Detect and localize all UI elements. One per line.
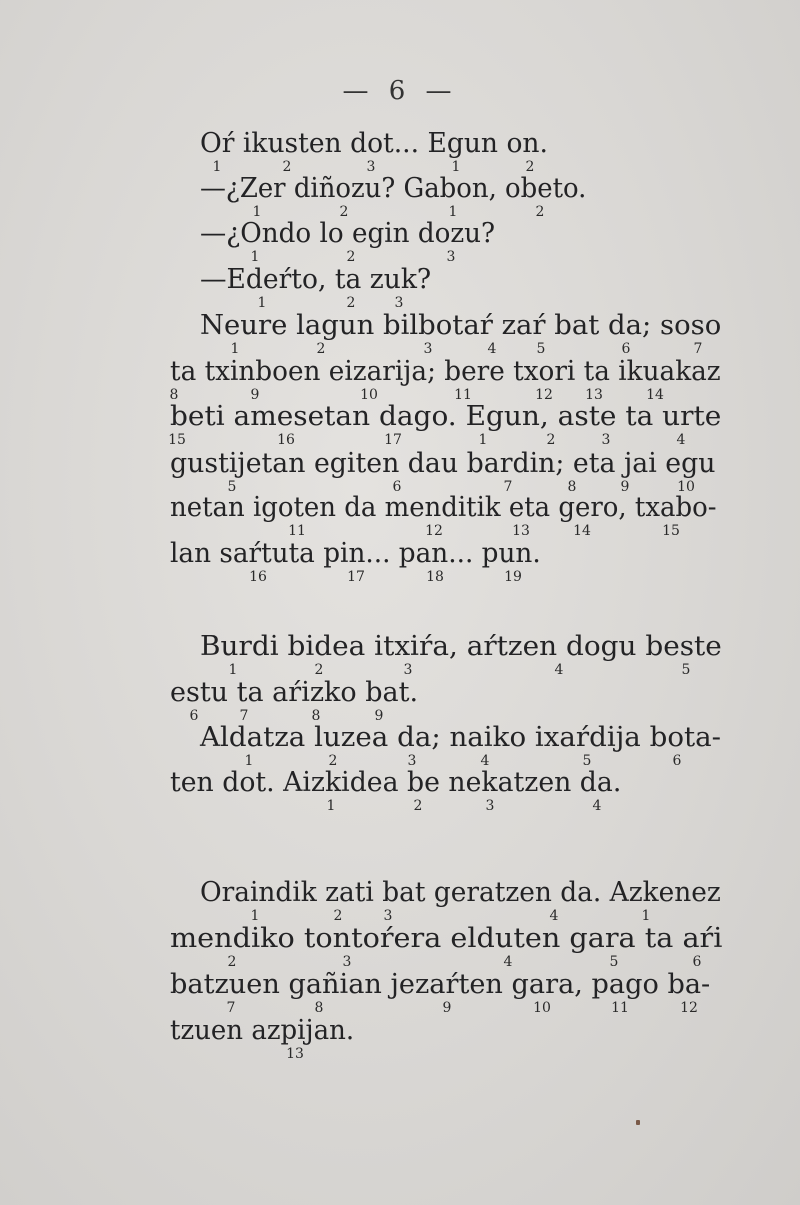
word-number: 1	[451, 159, 461, 175]
word-number: 15	[168, 432, 186, 448]
word-number: 16	[249, 569, 267, 585]
word-number: 1	[250, 249, 260, 265]
word-number: 9	[620, 479, 630, 495]
word-number: 9	[442, 1000, 452, 1016]
word-number: 1	[250, 908, 260, 924]
text-line: Neure lagun bilbotaŕ zaŕ bat da; soso	[200, 310, 722, 341]
ink-speck	[636, 1120, 640, 1125]
page-number: — 6 —	[342, 76, 458, 106]
word-number: 2	[314, 662, 324, 678]
word-number: 12	[680, 1000, 698, 1016]
word-number: 10	[677, 479, 695, 495]
word-number: 6	[672, 753, 682, 769]
word-number: 13	[512, 523, 530, 539]
word-number: 4	[480, 753, 490, 769]
word-number: 3	[403, 662, 413, 678]
text-line: batzuen gañian jezaŕten gara, pago ba-	[170, 969, 711, 1000]
word-number: 17	[347, 569, 365, 585]
text-line: lan saŕtuta pin... pan... pun.	[170, 538, 541, 569]
word-number: 4	[592, 798, 602, 814]
text-line: beti amesetan dago. Egun, aste ta urte	[170, 401, 722, 432]
word-number: 6	[692, 954, 702, 970]
word-number: 1	[252, 204, 262, 220]
text-line: ten dot. Aizkidea be nekatzen da.	[170, 767, 622, 798]
text-line: estu ta aŕizko bat.	[170, 677, 419, 708]
word-number: 12	[425, 523, 443, 539]
word-number: 4	[554, 662, 564, 678]
word-number: 3	[366, 159, 376, 175]
word-number: 2	[535, 204, 545, 220]
word-number: 3	[423, 341, 433, 357]
text-line: Burdi bidea itxiŕa, aŕtzen dogu beste	[200, 631, 722, 662]
word-number: 4	[549, 908, 559, 924]
text-line: ta txinboen eizarija; bere txori ta ikuakaz	[170, 356, 721, 387]
word-number: 3	[446, 249, 456, 265]
text-line: Oŕ ikusten dot... Egun on.	[200, 128, 548, 159]
word-number: 8	[567, 479, 577, 495]
word-number: 8	[314, 1000, 324, 1016]
word-number: 1	[244, 753, 254, 769]
word-number: 1	[641, 908, 651, 924]
word-number: 15	[662, 523, 680, 539]
text-line: Aldatza luzea da; naiko ixaŕdija bota-	[200, 722, 722, 753]
word-number: 2	[546, 432, 556, 448]
word-number: 8	[169, 387, 179, 403]
text-line: gustijetan egiten dau bardin; eta jai egu	[170, 448, 716, 479]
word-number: 2	[346, 295, 356, 311]
word-number: 5	[227, 479, 237, 495]
word-number: 2	[346, 249, 356, 265]
word-number: 2	[316, 341, 326, 357]
word-number: 18	[426, 569, 444, 585]
word-number: 6	[189, 708, 199, 724]
word-number: 14	[573, 523, 591, 539]
word-number: 4	[487, 341, 497, 357]
text-line: Oraindik zati bat geratzen da. Azkenez	[200, 877, 721, 908]
word-number: 5	[582, 753, 592, 769]
text-line: tzuen azpijan.	[170, 1015, 355, 1046]
word-number: 2	[282, 159, 292, 175]
word-number: 3	[601, 432, 611, 448]
word-number: 3	[394, 295, 404, 311]
word-number: 5	[681, 662, 691, 678]
word-number: 2	[328, 753, 338, 769]
word-number: 1	[448, 204, 458, 220]
word-number: 16	[277, 432, 295, 448]
text-line: —Edeŕto, ta zuk?	[200, 264, 432, 295]
word-number: 11	[611, 1000, 629, 1016]
word-number: 10	[533, 1000, 551, 1016]
word-number: 2	[525, 159, 535, 175]
word-number: 7	[503, 479, 513, 495]
word-number: 1	[257, 295, 267, 311]
text-line: —¿Ondo lo egin dozu?	[200, 218, 496, 249]
text-line: netan igoten da menditik eta gero, txabo-	[170, 492, 717, 523]
word-number: 2	[227, 954, 237, 970]
word-number: 3	[342, 954, 352, 970]
word-number: 2	[333, 908, 343, 924]
word-number: 7	[239, 708, 249, 724]
word-number: 3	[485, 798, 495, 814]
word-number: 4	[676, 432, 686, 448]
word-number: 9	[374, 708, 384, 724]
word-number: 5	[609, 954, 619, 970]
word-number: 1	[212, 159, 222, 175]
word-number: 5	[536, 341, 546, 357]
word-number: 7	[226, 1000, 236, 1016]
word-number: 10	[360, 387, 378, 403]
word-number: 12	[535, 387, 553, 403]
word-number: 3	[407, 753, 417, 769]
word-number: 11	[454, 387, 472, 403]
word-number: 1	[230, 341, 240, 357]
word-number: 8	[311, 708, 321, 724]
text-line: mendiko tontoŕera elduten gara ta aŕi	[170, 923, 723, 954]
word-number: 7	[693, 341, 703, 357]
text-line: —¿Zer diñozu? Gabon, obeto.	[200, 173, 587, 204]
word-number: 13	[286, 1046, 304, 1062]
word-number: 19	[504, 569, 522, 585]
word-number: 1	[326, 798, 336, 814]
word-number: 1	[478, 432, 488, 448]
word-number: 13	[585, 387, 603, 403]
word-number: 6	[621, 341, 631, 357]
word-number: 17	[384, 432, 402, 448]
word-number: 14	[646, 387, 664, 403]
word-number: 2	[413, 798, 423, 814]
word-number: 9	[250, 387, 260, 403]
word-number: 3	[383, 908, 393, 924]
word-number: 1	[228, 662, 238, 678]
word-number: 2	[339, 204, 349, 220]
word-number: 4	[503, 954, 513, 970]
word-number: 6	[392, 479, 402, 495]
word-number: 11	[288, 523, 306, 539]
